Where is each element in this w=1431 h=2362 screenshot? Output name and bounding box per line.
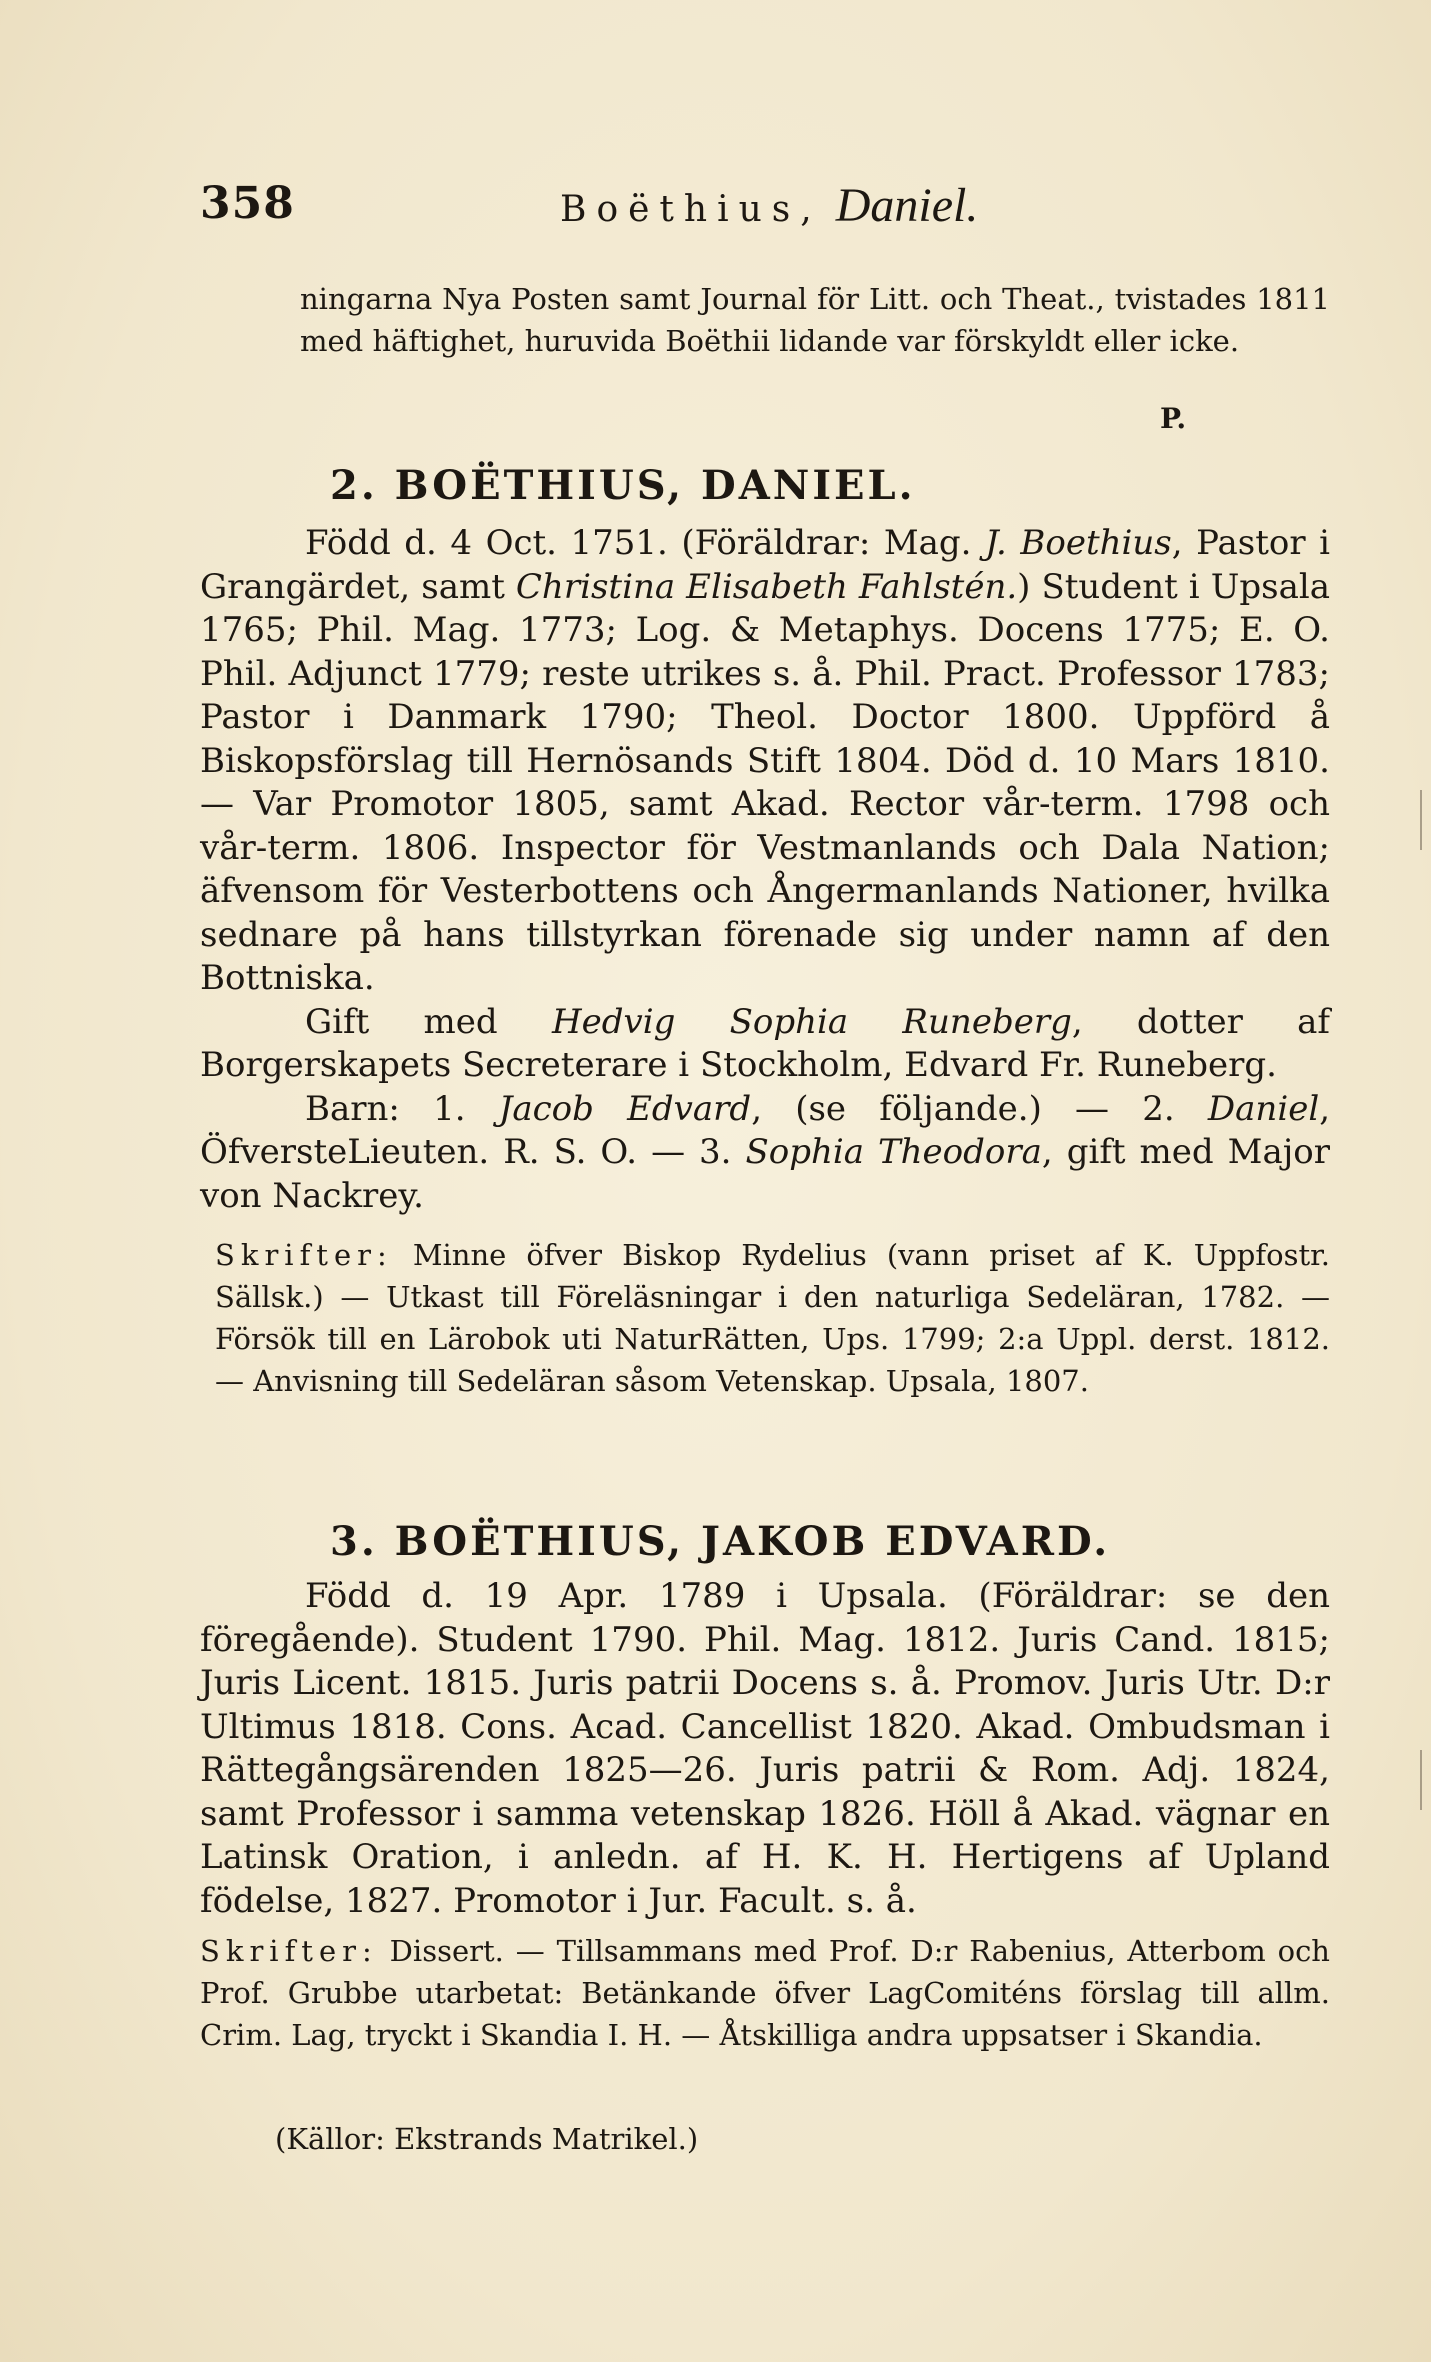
- mother-name: Christina Elisabeth Fahlstén.: [515, 566, 1018, 607]
- children-text-1: Barn: 1.: [305, 1088, 499, 1129]
- writings-paragraph: [215, 1234, 1330, 1402]
- writings-label: Skrifter:: [215, 1238, 393, 1272]
- children-paragraph: [200, 1088, 1330, 1219]
- writings-jakob: [200, 1930, 1330, 2056]
- children-text-2: , (se följande.) — 2.: [751, 1088, 1208, 1129]
- bio-text-2: , Pastor i Grangärdet, samt: [200, 523, 1331, 607]
- previous-entry-text: ningarna Nya Posten samt Journal för Litt. och Theat., tvistades 1811 med häftighet, huruvida Boëthii lidande var förskyldt eller icke.: [300, 282, 1330, 358]
- page-header: [200, 178, 1330, 238]
- marriage-paragraph: [200, 1001, 1330, 1088]
- writings-text-jakob: Dissert. — Tillsammans med Prof. D:r Rabenius, Atterbom och Prof. Grubbe utarbetat: Betänkande öfver LagComiténs förslag till allm. Crim. Lag, tryckt i Skandia I. H. — Åtskilliga andra uppsatser i Skandia.: [200, 1934, 1330, 2052]
- children-text-3: , ÖfversteLieuten. R. S. O. — 3.: [200, 1088, 1330, 1172]
- bio-text-3: ) Student i Upsala 1765; Phil. Mag. 1773; Log. & Metaphys. Docens 1775; E. O. Phil. Adjunct 1779; reste utrikes s. å. Phil. Pract. Professor 1783; Pastor i Danmark 1790; Theol. Doctor 1800. Uppförd å Biskopsförslag till Hernösands Stift 1804. Död d. 10 Mars 1810. — Var Promotor 1805, samt Akad. Rector vår-term. 1798 och vår-term. 1806. Inspector för Vestmanlands och Dala Nation; äfvensom för Vesterbottens och Ångermanlands Nationer, hvilka sednare på hans tillstyrkan förenade sig under namn af den Bottniska.: [200, 566, 1330, 998]
- child-3-name: Sophia Theodora: [745, 1132, 1042, 1172]
- page-edge-mark: [1420, 790, 1422, 850]
- entry-body-jakob: [200, 1575, 1330, 1923]
- page-number: 358: [200, 178, 295, 229]
- entry-heading-jakob: 3. BOËTHIUS, JAKOB EDVARD.: [330, 1518, 1111, 1565]
- bio-text-1: Född d. 4 Oct. 1751. (Föräldrar: Mag.: [305, 523, 986, 563]
- writings-label-jakob: Skrifter:: [200, 1934, 378, 1968]
- entry-body-daniel: [200, 522, 1330, 1218]
- child-2-name: Daniel: [1207, 1088, 1320, 1129]
- running-title: [560, 178, 978, 233]
- spouse-name: Hedvig Sophia Runeberg: [551, 1001, 1072, 1042]
- running-title-given-name: Daniel.: [835, 179, 979, 232]
- author-signature: P.: [1160, 402, 1187, 435]
- children-text-4: , gift med Major von Nackrey.: [200, 1132, 1330, 1216]
- writings-paragraph-jakob: [200, 1930, 1330, 2056]
- biography-paragraph: [200, 522, 1330, 1001]
- marriage-text-1: Gift med: [305, 1001, 552, 1042]
- running-title-surname: Boëthius,: [560, 189, 822, 230]
- sources-line: [275, 2118, 1175, 2160]
- previous-entry-tail: [300, 278, 1330, 362]
- writings-daniel: [215, 1234, 1330, 1402]
- biography-paragraph-jakob: Född d. 19 Apr. 1789 i Upsala. (Föräldrar: se den föregående). Student 1790. Phil. Mag. 1812. Juris Cand. 1815; Juris Licent. 1815. Juris patrii Docens s. å. Promov. Juris Utr. D:r Ultimus 1818. Cons. Acad. Cancellist 1820. Akad. Ombudsman i Rättegångsärenden 1825—26. Juris patrii & Rom. Adj. 1824, samt Professor i samma vetenskap 1826. Höll å Akad. vägnar en Latinsk Oration, i anledn. af H. K. H. Hertigens af Upland födelse, 1827. Promotor i Jur. Facult. s. å.: [200, 1576, 1330, 1921]
- entry-heading-daniel: 2. BOËTHIUS, DANIEL.: [330, 462, 916, 509]
- sources-text: (Källor: Ekstrands Matrikel.): [275, 2122, 699, 2156]
- child-1-name: Jacob Edvard: [498, 1088, 752, 1129]
- marriage-text-2: , dotter af Borgerskapets Secreterare i Stockholm, Edvard Fr. Runeberg.: [200, 1001, 1330, 1085]
- page-edge-mark: [1420, 1750, 1422, 1810]
- writings-text: Minne öfver Biskop Rydelius (vann priset af K. Uppfostr. Sällsk.) — Utkast till Föreläsningar i den naturliga Sedeläran, 1782. — Försök till en Lärobok uti NaturRätten, Ups. 1799; 2:a Uppl. derst. 1812. — Anvisning till Sedeläran såsom Vetenskap. Upsala, 1807.: [215, 1238, 1330, 1398]
- father-name: J. Boethius: [985, 523, 1172, 563]
